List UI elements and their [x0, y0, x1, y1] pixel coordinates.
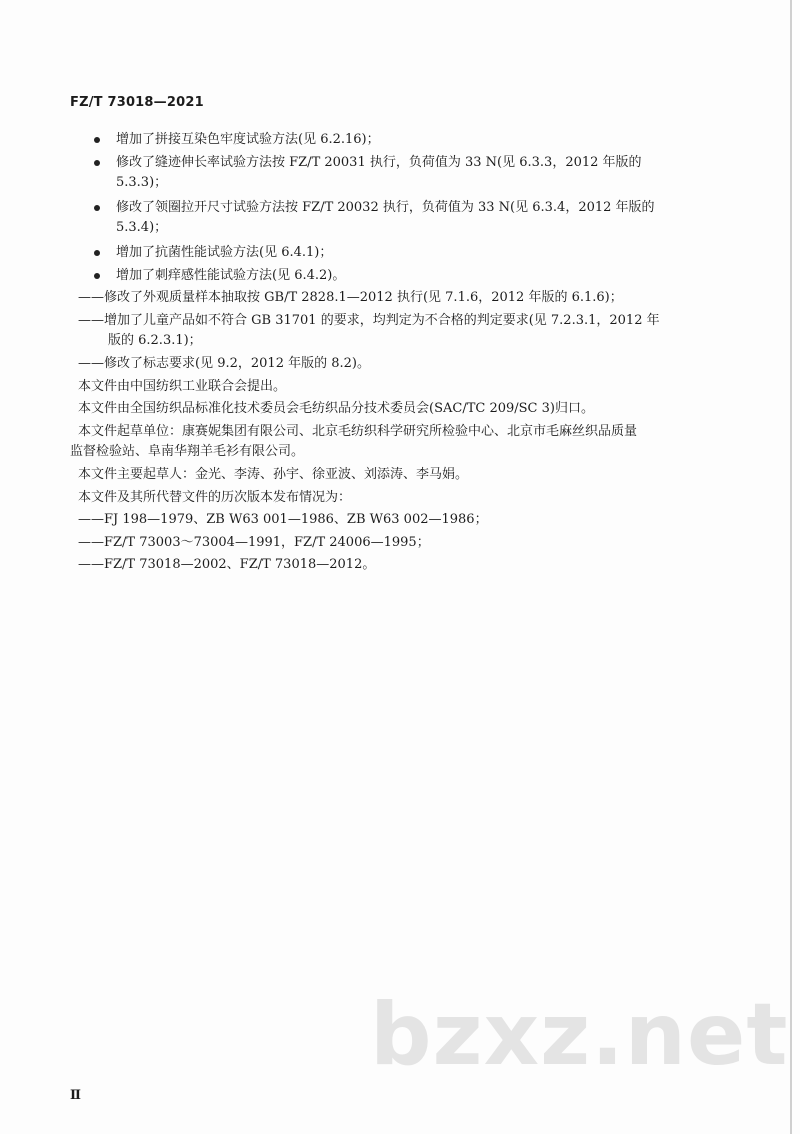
proposed-by-paragraph: 本文件由中国纺织工业联合会提出。	[78, 378, 287, 394]
bullet-text: 修改了缝迹伸长率试验方法按 FZ/T 20031 执行，负荷值为 33 N(见 6.3.3，2012 年版的	[116, 154, 642, 170]
bullet-text-continued: 5.3.4)；	[116, 220, 168, 236]
change-text-continued: 版的 6.2.3.1)；	[108, 333, 202, 349]
foreword-content	[70, 130, 718, 576]
managed-by-paragraph: 本文件由全国纺织品标准化技术委员会毛纺织品分技术委员会(SAC/TC 209/SC 3)归口。	[78, 401, 594, 417]
change-item	[78, 288, 718, 309]
page-edge-shadow	[790, 0, 792, 1134]
change-text: ——增加了儿童产品如不符合 GB 31701 的要求，均判定为不合格的判定要求(见 7.2.3.1，2012 年	[78, 312, 660, 328]
bullet-dot-icon	[94, 160, 100, 166]
change-item	[78, 354, 718, 375]
bullet-item	[78, 130, 718, 151]
bullet-text: 增加了拼接互染色牢度试验方法(见 6.2.16)；	[116, 132, 380, 147]
change-item	[78, 311, 718, 352]
history-item: ——FJ 198—1979、ZB W63 001—1986、ZB W63 002—1986；	[78, 512, 488, 528]
change-text: ——修改了外观质量样本抽取按 GB/T 2828.1—2012 执行(见 7.1.6，2012 年版的 6.1.6)；	[78, 290, 623, 306]
bullet-item	[78, 198, 718, 239]
history-item: ——FZ/T 73018—2002、FZ/T 73018—2012。	[78, 557, 376, 573]
bullet-item	[78, 243, 718, 264]
change-text: ——修改了标志要求(见 9.2，2012 年版的 8.2)。	[78, 355, 370, 371]
watermark-text: bzxz.net	[370, 985, 789, 1085]
drafting-units-paragraph: 本文件起草单位：康赛妮集团有限公司、北京毛纺织科学研究所检验中心、北京市毛麻丝织品质量	[78, 423, 638, 439]
bullet-text: 增加了刺痒感性能试验方法(见 6.4.2)。	[116, 267, 346, 283]
bullet-dot-icon	[94, 205, 100, 211]
bullet-item	[78, 266, 718, 287]
bullet-dot-icon	[94, 137, 100, 143]
bullet-text: 修改了领圈拉开尺寸试验方法按 FZ/T 20032 执行，负荷值为 33 N(见 6.3.4，2012 年版的	[116, 199, 655, 215]
standard-code-header: FZ/T 73018—2021	[70, 95, 204, 110]
history-item: ——FZ/T 73003～73004—1991，FZ/T 24006—1995；	[78, 534, 430, 550]
page-number: Ⅱ	[70, 1088, 81, 1103]
bullet-text: 增加了抗菌性能试验方法(见 6.4.1)；	[116, 244, 333, 260]
bullet-text-continued: 5.3.3)；	[116, 175, 168, 191]
bullet-dot-icon	[94, 273, 100, 279]
bullet-dot-icon	[94, 250, 100, 256]
drafters-paragraph: 本文件主要起草人：金光、李涛、孙宇、徐亚波、刘添涛、李马娟。	[78, 466, 469, 482]
bullet-item	[78, 153, 718, 194]
history-intro-paragraph: 本文件及其所代替文件的历次版本发布情况为：	[78, 489, 352, 505]
drafting-units-continued: 监督检验站、阜南华翔羊毛衫有限公司。	[70, 444, 305, 460]
